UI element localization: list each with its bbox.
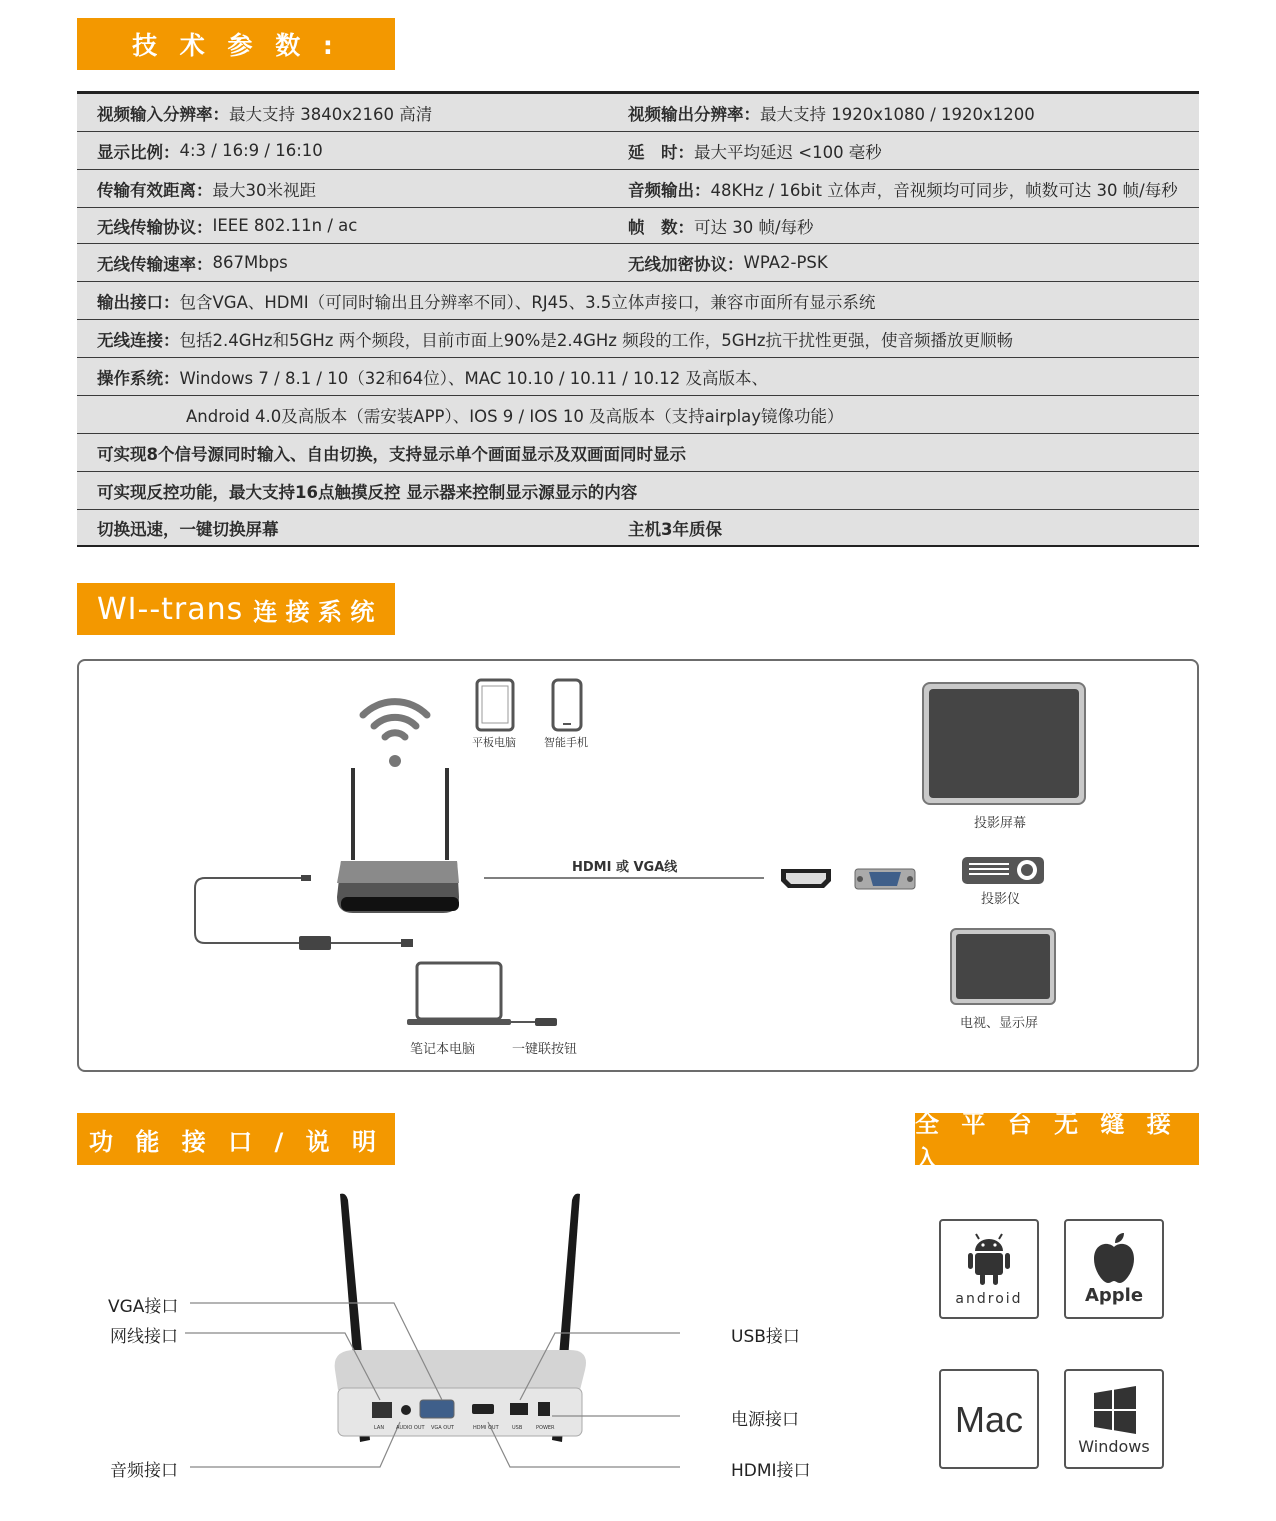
callout-usb: USB接口	[731, 1327, 800, 1347]
tech-params-title: 技 术 参 数 :	[132, 31, 340, 60]
laptop-icon	[407, 963, 557, 1026]
spec-label: 无线加密协议：	[628, 254, 744, 274]
power-connector	[301, 875, 311, 881]
projector-icon	[962, 857, 1044, 884]
tech-params-banner	[77, 18, 395, 70]
apple-tile	[1064, 1219, 1164, 1319]
spec-label: 音频输出：	[628, 180, 711, 200]
system-title-suffix: 连 接 系 统	[253, 597, 375, 626]
spec-value: 867Mbps	[212, 253, 288, 272]
device-rear-view	[180, 1190, 680, 1480]
phone-icon	[553, 680, 581, 730]
vga-connector-icon	[855, 869, 915, 889]
spec-row	[77, 472, 1199, 510]
callout-lan: 网线接口	[110, 1327, 178, 1347]
tablet-icon	[477, 680, 513, 730]
spec-value: WPA2-PSK	[743, 253, 828, 272]
button-label: 一键联按钮	[512, 1042, 578, 1057]
callout-hdmi: HDMI接口	[731, 1461, 811, 1481]
spec-value: 最大平均延迟 <100 毫秒	[694, 142, 882, 162]
callout-audio: 音频接口	[110, 1461, 178, 1481]
wifi-icon	[363, 702, 427, 767]
spec-label: 可实现8个信号源同时输入、自由切换，支持显示单个画面显示及双画面同时显示	[97, 444, 686, 464]
spec-value: 包括2.4GHz和5GHz 两个频段，目前市面上90%是2.4GHz 频段的工作，5GHz抗干扰性更强，使音频播放更顺畅	[179, 330, 1014, 350]
port-silk-hdmi: HDMI OUT	[473, 1425, 499, 1431]
spec-label: 视频输出分辨率：	[628, 104, 760, 124]
spec-row	[77, 396, 1199, 434]
spec-value: 最大支持 3840x2160 高清	[229, 104, 433, 124]
spec-value: Windows 7 / 8.1 / 10（32和64位）、MAC 10.10 / 10.11 / 10.12 及高版本、	[179, 368, 769, 388]
mac-tile	[939, 1369, 1039, 1469]
projector-label: 投影仪	[981, 892, 1021, 907]
spec-row	[77, 132, 1199, 170]
port-silk-power: POWER	[536, 1425, 555, 1431]
spec-value: Android 4.0及高版本（需安装APP）、IOS 9 / IOS 10 及高版本（支持airplay镜像功能）	[186, 406, 844, 426]
projection-screen	[923, 683, 1085, 804]
spec-label: 无线传输协议：	[97, 217, 213, 237]
power-plug	[401, 939, 413, 947]
spec-label: 切换迅速，一键切换屏幕	[97, 519, 279, 539]
mac-label: Mac	[954, 1399, 1023, 1440]
laptop-label: 笔记本电脑	[410, 1042, 476, 1057]
tv-monitor	[951, 929, 1055, 1004]
spec-row	[77, 208, 1199, 244]
spec-row	[77, 434, 1199, 472]
spec-label: 可实现反控功能，最大支持16点触摸反控 显示器来控制显示源显示的内容	[97, 482, 638, 502]
system-banner	[77, 583, 395, 635]
spec-label: 操作系统：	[97, 368, 180, 388]
tv-label: 电视、显示屏	[960, 1016, 1039, 1031]
spec-row	[77, 282, 1199, 320]
platform-banner	[915, 1110, 1199, 1173]
phone-label: 智能手机	[544, 736, 588, 749]
spec-value: 48KHz / 16bit 立体声，音视频均可同步，帧数可达 30 帧/每秒	[710, 180, 1178, 200]
tablet-label: 平板电脑	[472, 736, 516, 749]
spec-label: 输出接口：	[97, 292, 180, 312]
spec-value: 最大30米视距	[212, 180, 316, 200]
spec-table	[77, 91, 1199, 547]
ports-title: 功 能 接 口 / 说 明	[89, 1127, 383, 1156]
spec-value: IEEE 802.11n / ac	[212, 216, 358, 235]
platform-title: 全 平 台 无 缝 接 入	[915, 1110, 1178, 1173]
port-silk-usb: USB	[512, 1425, 523, 1431]
hdmi-connector-icon	[781, 869, 831, 888]
callout-vga: VGA接口	[108, 1297, 179, 1317]
ports-banner	[77, 1113, 395, 1165]
screen-label: 投影屏幕	[974, 816, 1027, 831]
spec-label: 传输有效距离：	[97, 180, 213, 200]
spec-value: 可达 30 帧/每秒	[694, 217, 814, 237]
spec-value: 包含VGA、HDMI（可同时输出且分辨率不同）、RJ45、3.5立体声接口，兼容市面所有显示系统	[179, 292, 876, 312]
spec-row	[77, 94, 1199, 132]
spec-label: 延 时：	[628, 142, 694, 162]
spec-label: 无线传输速率：	[97, 254, 213, 274]
spec-label: 视频输入分辨率：	[97, 104, 229, 124]
spec-row	[77, 510, 1199, 547]
android-tile	[939, 1219, 1039, 1319]
windows-tile	[1064, 1369, 1164, 1469]
apple-label: Apple	[1084, 1285, 1144, 1306]
connection-diagram	[77, 659, 1199, 1072]
windows-label: Windows	[1078, 1437, 1150, 1456]
router-device	[337, 768, 459, 913]
callout-power: 电源接口	[731, 1410, 799, 1430]
power-adapter	[299, 936, 331, 950]
spec-label: 显示比例：	[97, 142, 180, 162]
system-title: WI--trans	[97, 591, 244, 627]
port-silk-audio: AUDIO OUT	[396, 1425, 425, 1431]
spec-row	[77, 358, 1199, 396]
port-silk-lan: LAN	[374, 1425, 385, 1431]
cable-label: HDMI 或 VGA线	[572, 860, 678, 875]
port-silk-vga: VGA OUT	[431, 1425, 454, 1431]
spec-row	[77, 244, 1199, 282]
spec-value: 最大支持 1920x1080 / 1920x1200	[760, 104, 1035, 124]
spec-row	[77, 320, 1199, 358]
android-label: android	[955, 1291, 1023, 1307]
spec-label: 主机3年质保	[628, 519, 722, 539]
spec-label: 帧 数：	[628, 217, 694, 237]
spec-label: 无线连接：	[97, 330, 180, 350]
spec-value: 4:3 / 16:9 / 16:10	[179, 141, 323, 160]
spec-row	[77, 170, 1199, 208]
